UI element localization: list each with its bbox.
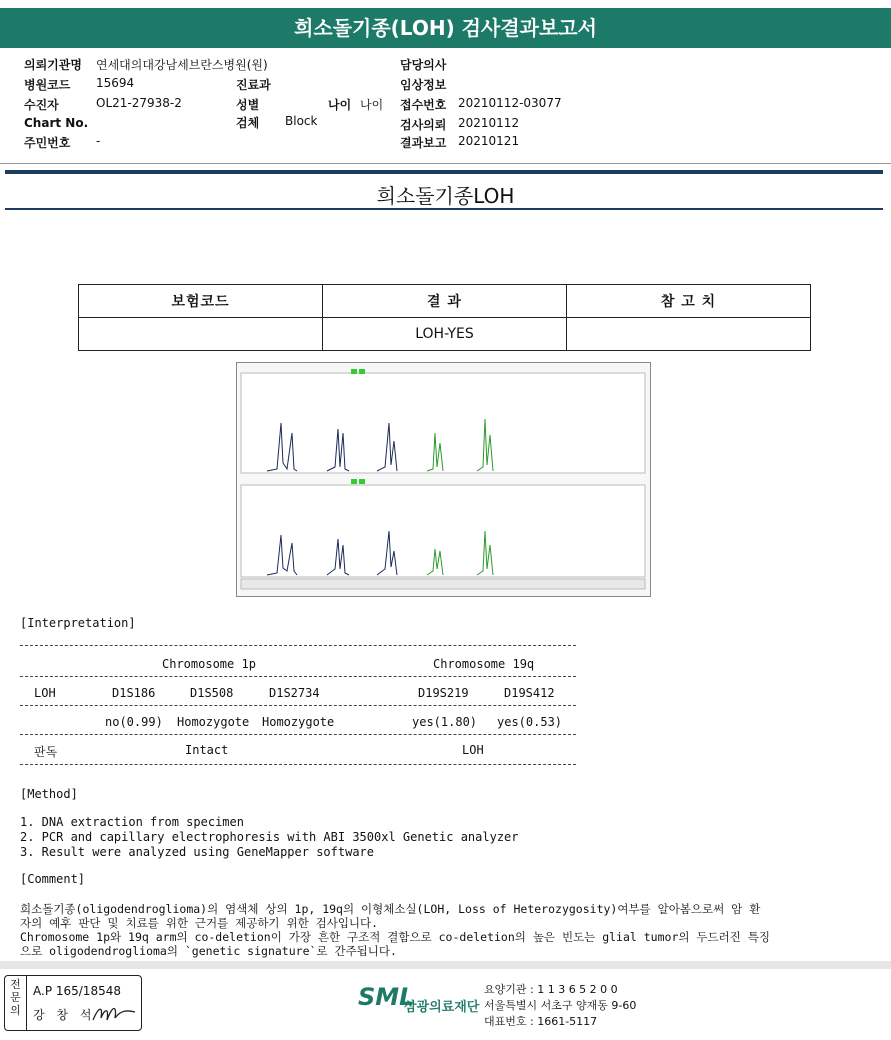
- method-label: [Method]: [20, 787, 78, 801]
- divider: [20, 676, 576, 677]
- value-d1s186: no(0.99): [105, 715, 163, 729]
- judge-19q: LOH: [462, 743, 484, 757]
- section-title: 희소돌기종LOH: [376, 184, 515, 208]
- ssn-value: -: [96, 134, 101, 148]
- marker-d1s186: D1S186: [112, 686, 156, 700]
- patient-info: [0, 56, 891, 162]
- divider: [0, 163, 891, 164]
- divider: [5, 208, 883, 210]
- value-d1s508: Homozygote: [177, 715, 250, 729]
- comment-line: 자의 예후 판단 및 치료를 위한 근거를 제공하기 위한 검사입니다.: [20, 916, 379, 930]
- divider: [20, 764, 576, 765]
- doctor-label: 담당의사: [400, 58, 447, 72]
- institution-value: 연세대의대강남세브란스병원(원): [96, 58, 268, 72]
- loh-label: LOH: [34, 686, 56, 700]
- header-result: 결 과: [323, 285, 567, 318]
- age-label: 나이: [328, 98, 352, 112]
- signature-icon: [91, 1002, 137, 1024]
- addr-line: 요양기관 : 1 1 3 6 5 2 0 0: [484, 983, 618, 996]
- age-value: 나이: [360, 98, 384, 112]
- comment-line: 으로 oligodendroglioma의 `genetic signature`로 간주됩니다.: [20, 944, 397, 958]
- marker-d1s2734: D1S2734: [269, 686, 320, 700]
- addr-line: 대표번호 : 1661-5117: [484, 1015, 598, 1028]
- report-label: 결과보고: [400, 136, 447, 150]
- value-d1s2734: Homozygote: [262, 715, 335, 729]
- marker-d19s219: D19S219: [418, 686, 469, 700]
- chr1p-header: Chromosome 1p: [162, 657, 256, 671]
- accession-label: 접수번호: [400, 98, 447, 112]
- divider: [20, 645, 576, 646]
- comment-line: 희소돌기종(oligodendroglioma)의 염색체 상의 1p, 19q의 이형체소실(LOH, Loss of Heterozygosity)여부를 알아봄으로써 암 환: [20, 902, 761, 916]
- pathologist-stamp: [4, 975, 142, 1031]
- cell-result: LOH-YES: [323, 318, 567, 351]
- marker-d1s508: D1S508: [190, 686, 234, 700]
- marker-d19s412: D19S412: [504, 686, 555, 700]
- comment-label: [Comment]: [20, 872, 86, 886]
- judge-label: 판독: [34, 745, 58, 759]
- sml-logo: [358, 983, 480, 1015]
- divider: [5, 170, 883, 174]
- electropherogram-image: [236, 362, 651, 597]
- clinical-label: 임상정보: [400, 78, 447, 92]
- request-label: 검사의뢰: [400, 118, 447, 132]
- institution-label: 의뢰기관명: [24, 58, 82, 72]
- header-insurance-code: 보험코드: [79, 285, 323, 318]
- chart-label: Chart No.: [24, 116, 89, 130]
- stamp-license: A.P 165/18548: [33, 984, 121, 998]
- comment-line: Chromosome 1p와 19q arm의 co-deletion이 가장 흔한 구조적 결함으로 co-deletion의 높은 빈도는 glial tumor의 두드러진 특징: [20, 930, 770, 944]
- receiver-label: 수진자: [24, 98, 59, 112]
- accession-value: 20210112-03077: [458, 96, 562, 110]
- method-item: 2. PCR and capillary electrophoresis with ABI 3500xl Genetic analyzer: [20, 830, 519, 844]
- sml-logo-text: SML: [358, 983, 415, 1011]
- org-address: [484, 982, 636, 1030]
- hospital-code-value: 15694: [96, 76, 135, 90]
- value-d19s412: yes(0.53): [497, 715, 563, 729]
- sex-label: 성별: [236, 98, 260, 112]
- dept-label: 진료과: [236, 78, 271, 92]
- stamp-name: 강 창 석: [33, 1008, 96, 1022]
- result-table: [78, 284, 811, 351]
- header-reference: 참 고 치: [567, 285, 811, 318]
- cell-insurance-code: [79, 318, 323, 351]
- specimen-label: 검체: [236, 116, 260, 130]
- interpretation-label: [Interpretation]: [20, 616, 136, 630]
- method-item: 1. DNA extraction from specimen: [20, 815, 244, 829]
- chr19q-header: Chromosome 19q: [433, 657, 535, 671]
- ssn-label: 주민번호: [24, 136, 71, 150]
- hospital-code-label: 병원코드: [24, 78, 71, 92]
- request-value: 20210112: [458, 116, 520, 130]
- divider: [20, 734, 576, 735]
- report-value: 20210121: [458, 134, 520, 148]
- value-d19s219: yes(1.80): [412, 715, 478, 729]
- cell-reference: [567, 318, 811, 351]
- footer-divider: [0, 961, 891, 969]
- method-item: 3. Result were analyzed using GeneMapper software: [20, 845, 375, 859]
- specimen-value: Block: [285, 114, 318, 128]
- divider: [20, 705, 576, 706]
- receiver-value: OL21-27938-2: [96, 96, 182, 110]
- addr-line: 서울특별시 서초구 양재동 9-60: [484, 999, 637, 1012]
- stamp-vertical-label: 전문의: [5, 976, 27, 1030]
- judge-1p: Intact: [185, 743, 229, 757]
- org-name: 삼광의료재단: [404, 1000, 480, 1015]
- report-title: 희소돌기종(LOH) 검사결과보고서: [0, 8, 891, 48]
